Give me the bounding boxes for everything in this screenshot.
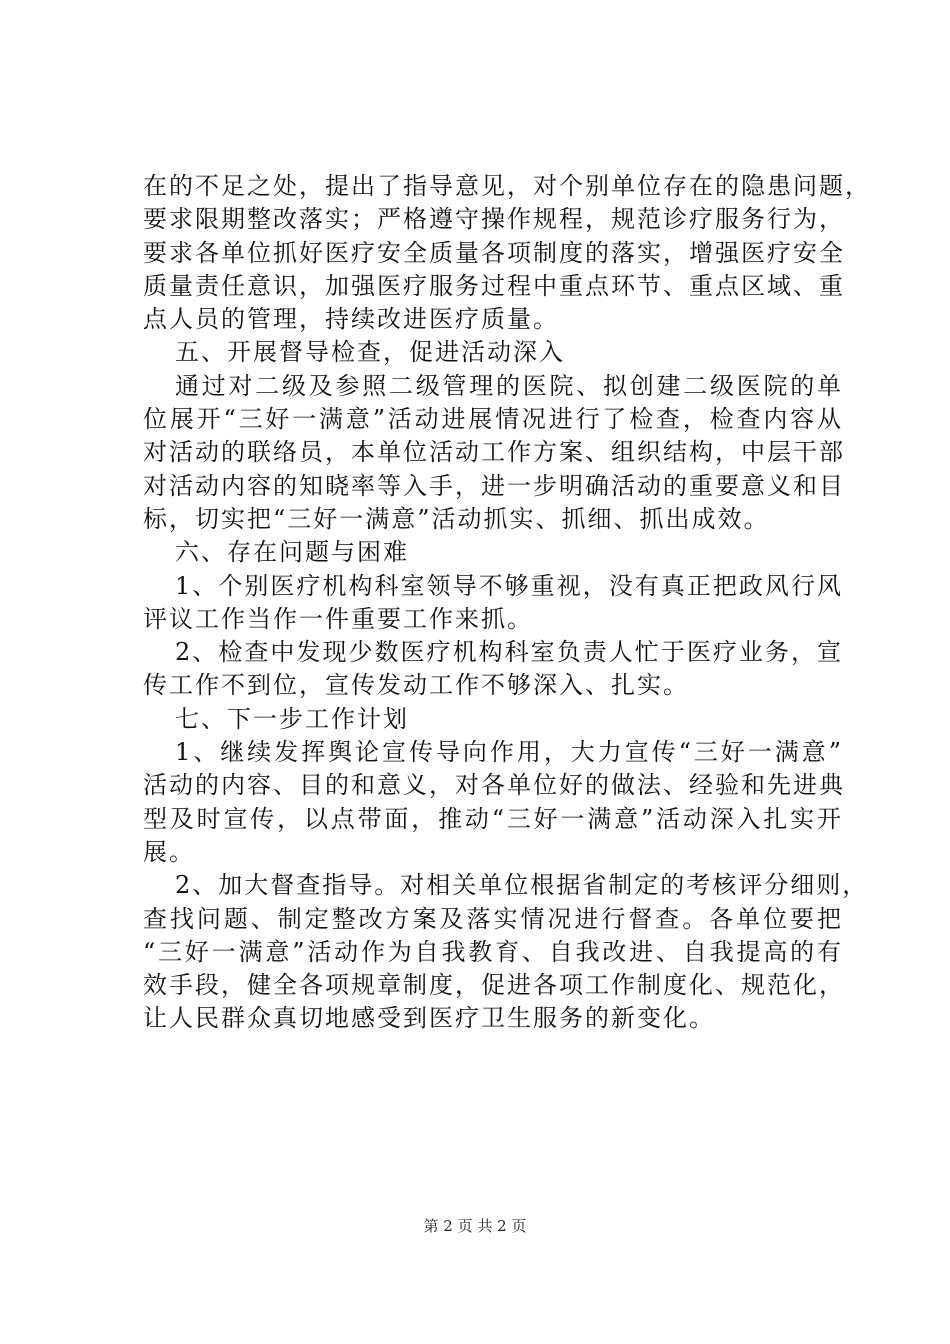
text-line: 1、个别医疗机构科室领导不够重视，没有真正把政风行风: [175, 571, 843, 600]
text-line: 位展开“三好一满意”活动进展情况进行了检查，检查内容从: [143, 405, 843, 434]
text-line: 对活动的联络员，本单位活动工作方案、组织结构，中层干部: [143, 438, 845, 467]
text-line: 通过对二级及参照二级管理的医院、拟创建二级医院的单: [175, 371, 843, 400]
text-line: 让人民群众真切地感受到医疗卫生服务的新变化。: [143, 1004, 715, 1033]
text-line: 2、加大督查指导。对相关单位根据省制定的考核评分细则，: [175, 871, 869, 900]
text-line: 效手段，健全各项规章制度，促进各项工作制度化、规范化，: [143, 971, 845, 1000]
text-line: 展。: [143, 837, 195, 866]
text-line: 点人员的管理，持续改进医疗质量。: [143, 305, 559, 334]
document-body: [143, 170, 871, 1036]
text-line: 2、检查中发现少数医疗机构科室负责人忙于医疗业务，宣: [175, 638, 843, 667]
text-line: 五、开展督导检查，促进活动深入: [175, 338, 565, 367]
page-footer: 第 2 页 共 2 页: [423, 1217, 527, 1235]
text-line: “三好一满意”活动作为自我教育、自我改进、自我提高的有: [143, 937, 843, 966]
text-line: 要求限期整改落实；严格遵守操作规程，规范诊疗服务行为，: [143, 205, 845, 234]
text-line: 七、下一步工作计划: [175, 704, 409, 733]
text-line: 六、存在问题与困难: [175, 538, 409, 567]
text-line: 活动的内容、目的和意义，对各单位好的做法、经验和先进典: [143, 771, 845, 800]
text-line: 传工作不到位，宣传发动工作不够深入、扎实。: [143, 671, 689, 700]
text-line: 在的不足之处，提出了指导意见，对个别单位存在的隐患问题，: [143, 172, 871, 200]
text-line: 质量责任意识，加强医疗服务过程中重点环节、重点区域、重: [143, 271, 845, 300]
text-line: 要求各单位抓好医疗安全质量各项制度的落实，增强医疗安全: [143, 238, 845, 267]
text-line: 对活动内容的知晓率等入手，进一步明确活动的重要意义和目: [143, 471, 845, 500]
text-line: 标，切实把“三好一满意”活动抓实、抓细、抓出成效。: [143, 504, 770, 533]
text-line: 查找问题、制定整改方案及落实情况进行督查。各单位要把: [143, 904, 843, 933]
text-line: 1、继续发挥舆论宣传导向作用，大力宣传“三好一满意”: [175, 738, 843, 767]
text-line: 评议工作当作一件重要工作来抓。: [143, 604, 533, 633]
text-line: 型及时宣传，以点带面，推动“三好一满意”活动深入扎实开: [143, 804, 843, 833]
